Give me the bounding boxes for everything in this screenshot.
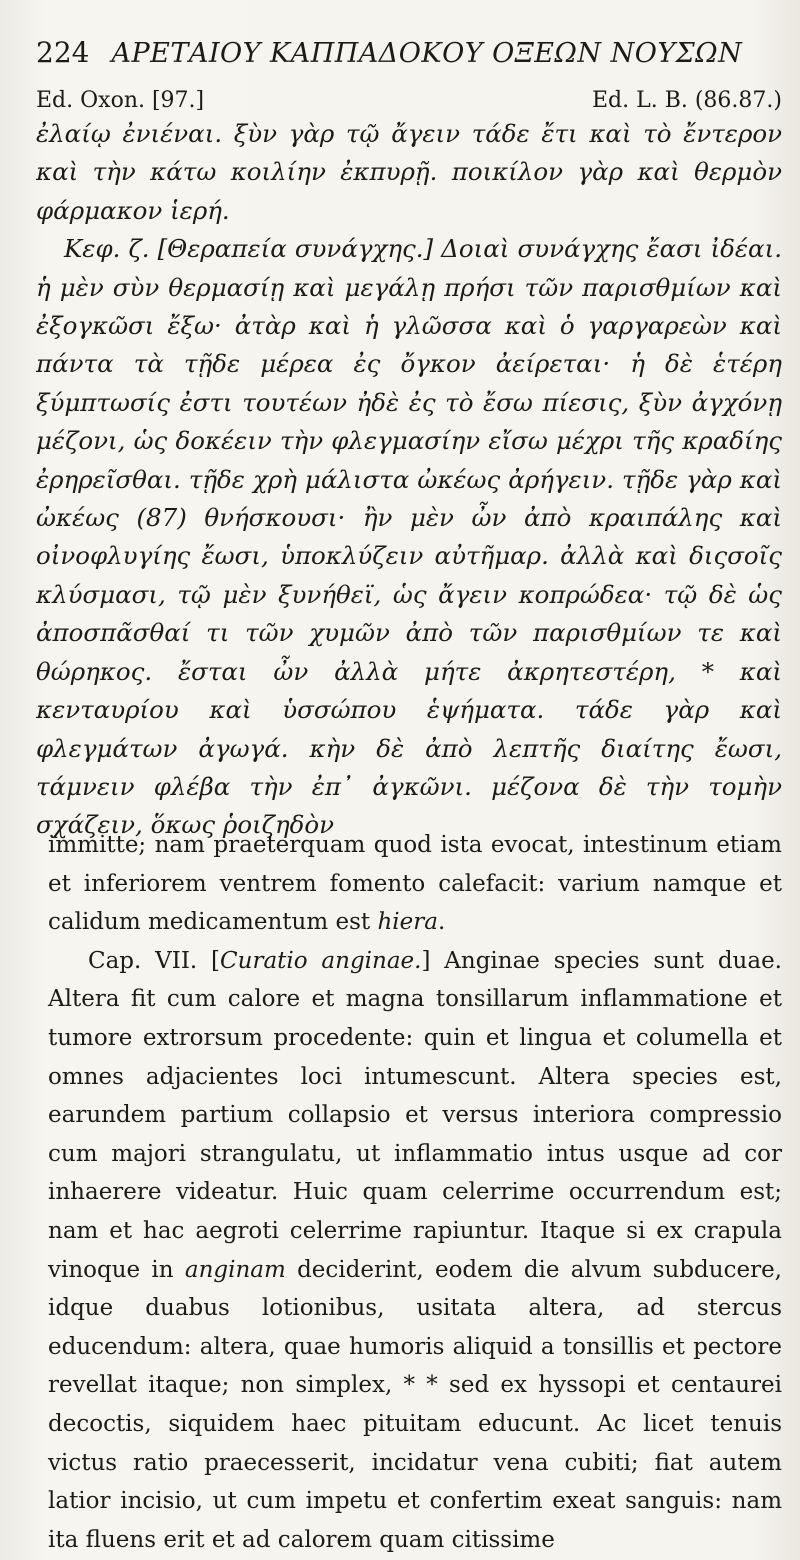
latin-paragraph-2-text-b: deciderint, eodem die alvum subducere, idque duabus lotionibus, usitata altera, ad stercus educendum: altera, quae humoris aliquid a tonsillis et pectore revellat itaque; non simplex, * * sed ex hyssopi et centaurei decoctis, siquidem haec pituitam educunt. Ac licet tenuis victus ratio praecesserit, incidatur vena cubiti; fiat autem latior incisio, ut cum impetu et confertim exeat sanguis: nam ita fluens erit et ad calorem quam citissime [48, 1256, 782, 1553]
greek-text-block [36, 115, 782, 845]
latin-paragraph-1-text: immitte; nam praeterquam quod ista evocat, intestinum etiam et inferiorem ventrem fomento calefacit: varium namque et calidum medicamentum est [48, 832, 782, 936]
latin-paragraph-1-end: . [437, 909, 446, 936]
chapter-title: Curatio anginae. [220, 947, 422, 974]
latin-text-block [48, 826, 782, 1559]
chapter-bracket-close: ] [421, 947, 445, 974]
latin-italic-term: hiera [377, 909, 438, 936]
running-header [36, 36, 776, 69]
chapter-label: Cap. VII. [88, 947, 198, 974]
page-number: 224 [36, 36, 90, 69]
latin-paragraph-2 [48, 942, 782, 1560]
edition-left: Ed. Oxon. [97.] [36, 88, 205, 113]
latin-paragraph-2-text-a: Anginae species sunt duae. Altera fit cum calore et magna tonsillarum inflammatione et tumore extrorsum procedente: quin et lingua et columella et omnes adjacientes loci intumescunt. Altera species est, earundem partium collapsio et versus interiora compressio cum majori strangulatu, ut inflammatio intus usque ad cor inhaerere videatur. Huic quam celerrime occurrendum est; nam et hac aegroti celerrime rapiuntur. Itaque si ex crapula vinoque in [48, 947, 782, 1283]
latin-italic-anginam: anginam [184, 1256, 286, 1283]
edition-references [36, 88, 782, 113]
edition-right: Ed. L. B. (86.87.) [591, 88, 782, 113]
latin-paragraph-1 [48, 826, 782, 942]
greek-paragraph-2: Κεφ. ζ. [Θεραπεία συνάγχης.] Δοιαὶ συνάγχης ἔασι ἰδέαι. ἡ μὲν σὺν θερμασίῃ καὶ μεγάλῃ πρήσι τῶν παρισθμίων καὶ ἐξογκῶσι ἔξω· ἀτὰρ καὶ ἡ γλῶσσα καὶ ὁ γαργαρεὼν καὶ πάντα τὰ τῇδε μέρεα ἐς ὄγκον ἀείρεται· ἡ δὲ ἑτέρη ξύμπτωσίς ἐστι τουτέων ἠδὲ ἐς τὸ ἔσω πίεσις, ξὺν ἀγχόνῃ μέζονι, ὡς δοκέειν τὴν φλεγμασίην εἴσω μέχρι τῆς κραδίης ἐρηρεῖσθαι. τῇδε χρὴ μάλιστα ὠκέως ἀρήγειν. τῇδε γὰρ καὶ ὠκέως (87) θνήσκουσι· ἢν μὲν ὦν ἀπὸ κραιπάλης καὶ οἰνοφλυγίης ἔωσι, ὑποκλύζειν αὐτῆμαρ. ἀλλὰ καὶ διςσοῖς κλύσμασι, τῷ μὲν ξυνήθεϊ, ὡς ἄγειν κοπρώδεα· τῷ δὲ ὡς ἀποσπᾶσθαί τι τῶν χυμῶν ἀπὸ τῶν παρισθμίων τε καὶ θώρηκος. ἔσται ὦν ἀλλὰ μήτε ἀκρητεστέρη, * καὶ κενταυρίου καὶ ὑσσώπου ἑψήματα. τάδε γὰρ καὶ φλεγμάτων ἀγωγά. κὴν δὲ ἀπὸ λεπτῆς διαίτης ἔωσι, τάμνειν φλέβα τὴν ἐπ᾽ ἀγκῶνι. μέζονα δὲ τὴν τομὴν σχάζειν, ὅκως ῥοιζηδὸν [36, 234, 782, 840]
running-title: ΑΡΕΤΑΙΟΥ ΚΑΠΠΑΔΟΚΟΥ ΟΞΕΩΝ ΝΟΥΣΩΝ [111, 38, 743, 69]
greek-paragraph-1: ἐλαίῳ ἐνιέναι. ξὺν γὰρ τῷ ἄγειν τάδε ἔτι καὶ τὸ ἔντερον καὶ τὴν κάτω κοιλίην ἐκπυρῇ. ποικίλον γὰρ καὶ θερμὸν φάρμακον ἱερή. [36, 119, 782, 225]
chapter-bracket-open: [ [197, 947, 221, 974]
